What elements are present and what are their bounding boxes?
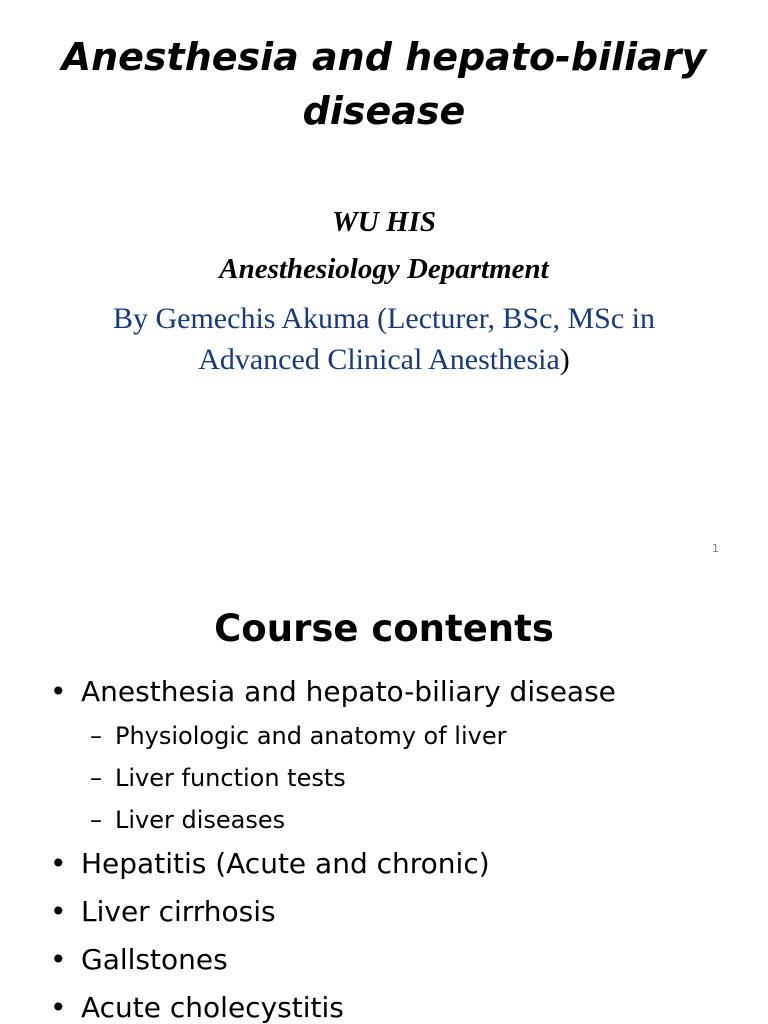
list-item-text: Liver cirrhosis bbox=[81, 895, 276, 928]
slide-number: 1 bbox=[712, 542, 719, 555]
sub-list-item-text: Liver diseases bbox=[115, 806, 286, 834]
dash-marker: – bbox=[90, 764, 102, 792]
sub-list-item bbox=[0, 716, 768, 758]
dash-marker: – bbox=[90, 806, 102, 834]
author-credit bbox=[20, 298, 748, 380]
bullet-marker: • bbox=[50, 847, 67, 880]
list-item-text: Anesthesia and hepato-biliary disease bbox=[81, 675, 616, 708]
dash-marker: – bbox=[90, 722, 102, 750]
sub-list-item bbox=[0, 758, 768, 800]
list-item bbox=[0, 892, 768, 940]
list-item bbox=[0, 844, 768, 892]
slide-title-line-1: Anesthesia and hepato-biliary bbox=[61, 35, 707, 79]
organization-name: WU HIS bbox=[332, 206, 436, 238]
slide-title: Course contents bbox=[214, 607, 554, 650]
list-item-text: Hepatitis (Acute and chronic) bbox=[81, 847, 490, 880]
bullet-marker: • bbox=[50, 991, 67, 1024]
department-name: Anesthesiology Department bbox=[219, 253, 549, 285]
course-contents-slide bbox=[0, 576, 768, 1024]
sub-list-item-text: Liver function tests bbox=[115, 764, 346, 792]
slide-title bbox=[40, 30, 728, 138]
list-item bbox=[0, 988, 768, 1024]
bullet-marker: • bbox=[50, 675, 67, 708]
list-item-text: Gallstones bbox=[81, 943, 228, 976]
bullet-marker: • bbox=[50, 895, 67, 928]
author-credit-line-2: Advanced Clinical Anesthesia bbox=[198, 343, 560, 376]
author-credit-close-paren: ) bbox=[559, 343, 570, 376]
sub-list-item bbox=[0, 800, 768, 842]
course-contents-list bbox=[0, 672, 768, 1024]
bullet-marker: • bbox=[50, 943, 67, 976]
slide-title-line-2: disease bbox=[302, 89, 466, 133]
list-item bbox=[0, 672, 768, 720]
list-item bbox=[0, 940, 768, 988]
list-item-text: Acute cholecystitis bbox=[81, 991, 344, 1024]
sub-list-item-text: Physiologic and anatomy of liver bbox=[115, 722, 507, 750]
author-credit-line-1: By Gemechis Akuma (Lecturer, BSc, MSc in bbox=[112, 302, 656, 335]
